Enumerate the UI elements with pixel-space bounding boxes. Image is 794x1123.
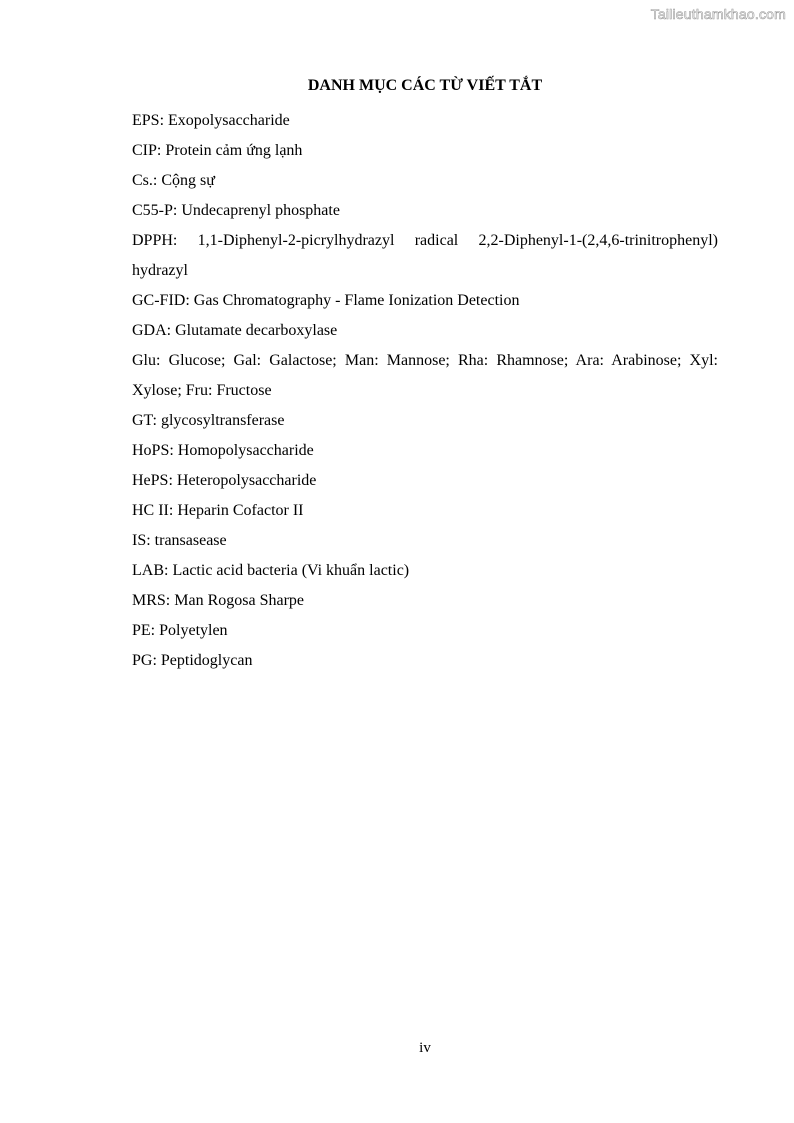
page-number: iv — [419, 1040, 431, 1056]
list-item: Glu: Glucose; Gal: Galactose; Man: Mannose; Rha: Rhamnose; Ara: Arabinose; Xyl: Xylose; Fru: Fructose — [132, 352, 718, 399]
watermark: Tailieuthamkhao.com — [650, 6, 786, 22]
page-title: DANH MỤC CÁC TỪ VIẾT TẮT — [307, 77, 543, 94]
list-item: LAB: Lactic acid bacteria (Vi khuẩn lactic) — [132, 562, 410, 579]
list-item: HePS: Heteropolysaccharide — [132, 472, 317, 489]
list-item: PE: Polyetylen — [132, 622, 228, 639]
list-item: IS: transasease — [132, 532, 227, 549]
list-item: C55-P: Undecaprenyl phosphate — [132, 202, 340, 219]
list-item: PG: Peptidoglycan — [132, 652, 253, 669]
list-item: HoPS: Homopolysaccharide — [132, 442, 314, 459]
list-item: GT: glycosyltransferase — [132, 412, 285, 429]
list-item: EPS: Exopolysaccharide — [132, 112, 290, 129]
list-item: Cs.: Cộng sự — [132, 172, 215, 189]
abbreviation-list — [132, 106, 718, 676]
list-item: HC II: Heparin Cofactor II — [132, 502, 304, 519]
list-item: GDA: Glutamate decarboxylase — [132, 322, 338, 339]
list-item: MRS: Man Rogosa Sharpe — [132, 592, 304, 609]
list-item: GC-FID: Gas Chromatography - Flame Ionization Detection — [132, 292, 520, 309]
list-item: DPPH: 1,1-Diphenyl-2-picrylhydrazyl radical 2,2-Diphenyl-1-(2,4,6-trinitrophenyl) hydrazyl — [132, 232, 718, 279]
list-item: CIP: Protein cảm ứng lạnh — [132, 142, 303, 159]
